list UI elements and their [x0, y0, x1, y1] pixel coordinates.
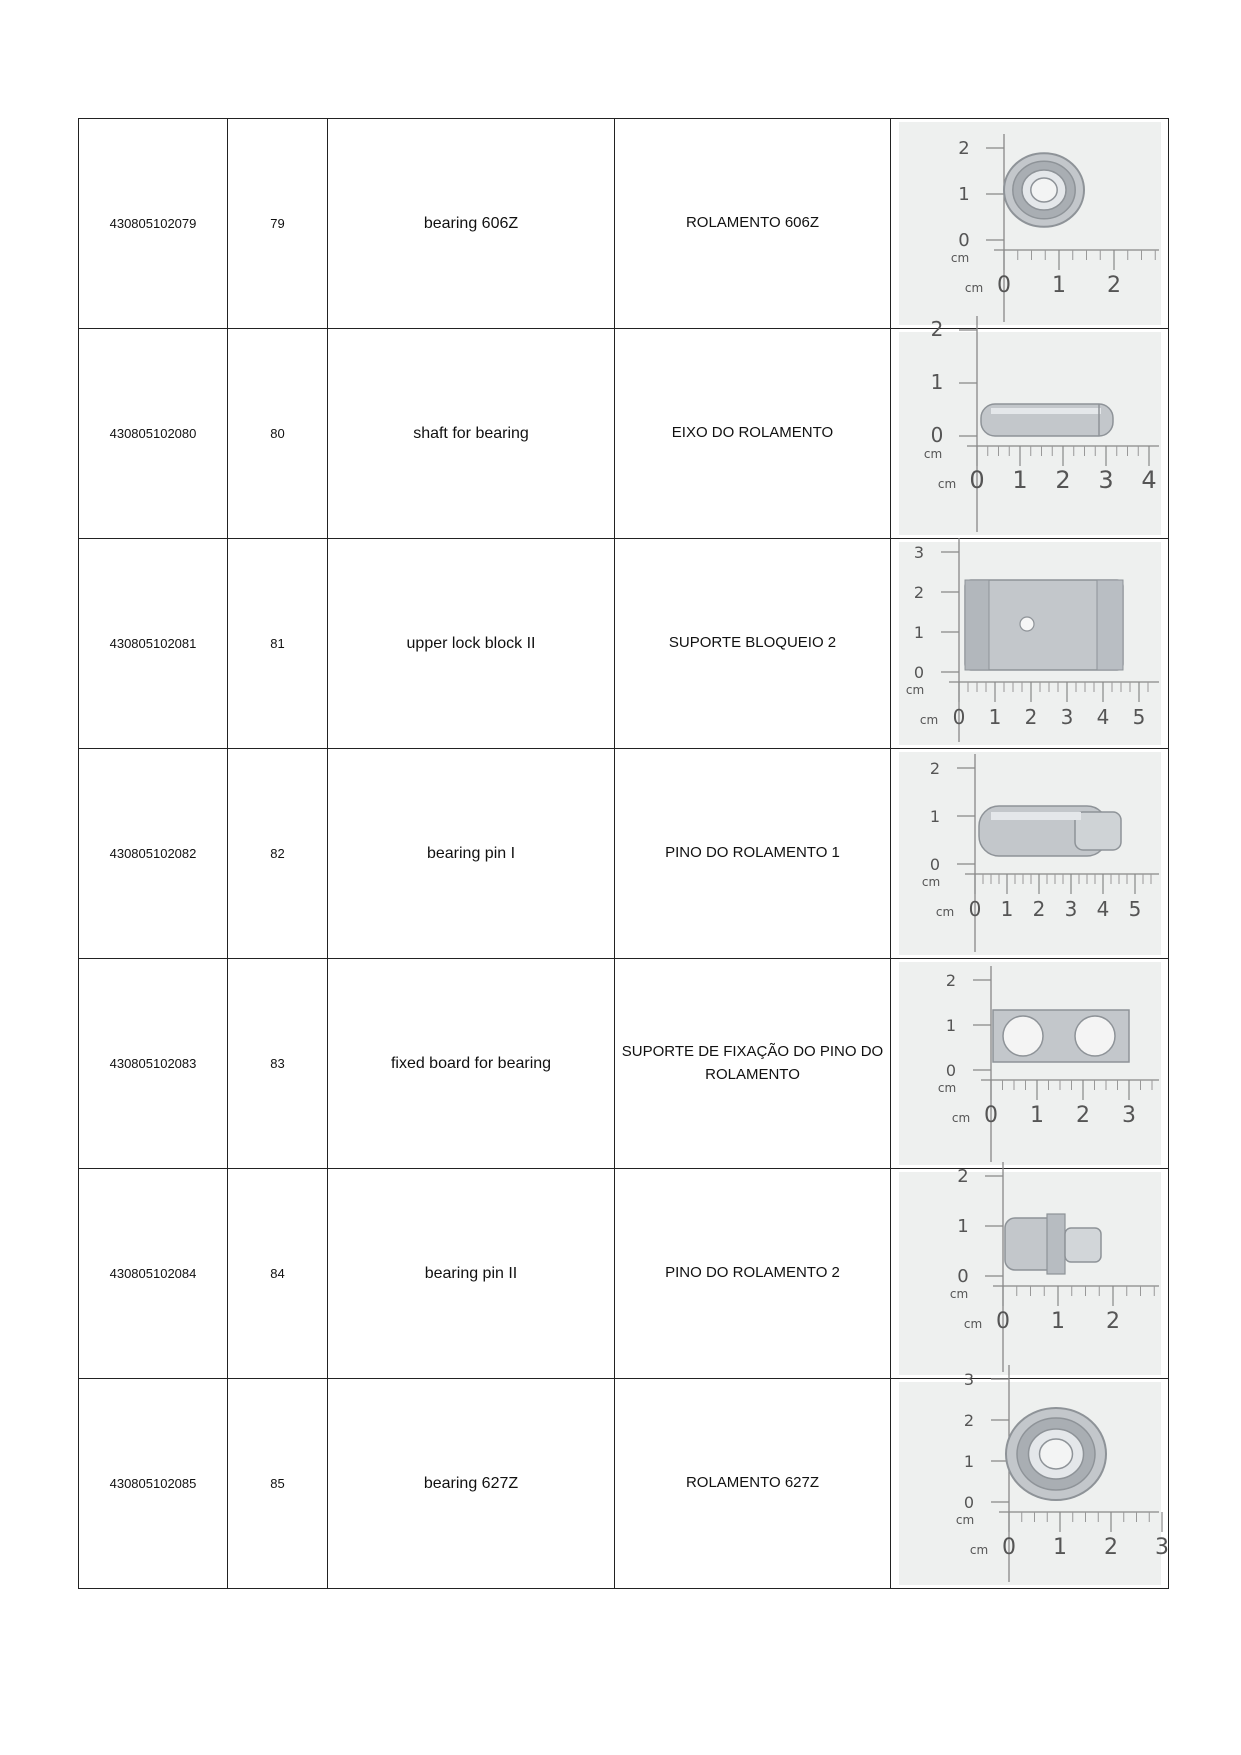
- ruler-y-label: 0: [945, 1061, 956, 1080]
- ruler-x-label: 5: [1132, 705, 1145, 729]
- table-row: [79, 539, 1169, 749]
- ruler-y-label: 1: [963, 1452, 974, 1471]
- table-row: [79, 749, 1169, 959]
- ruler-x-unit: cm: [937, 477, 956, 491]
- part-position: 83: [228, 959, 328, 1169]
- ruler-y-label: 2: [913, 583, 924, 602]
- part-code: 430805102085: [79, 1379, 228, 1589]
- ruler-y-unit: cm: [937, 1081, 956, 1095]
- parts-table: [78, 118, 1169, 1589]
- ruler-x-label: 2: [1024, 705, 1037, 729]
- part-position: 84: [228, 1169, 328, 1379]
- part-photo-cell: [891, 317, 1169, 539]
- ruler-x-label: 0: [996, 273, 1011, 298]
- pin-end: [1075, 812, 1121, 850]
- ruler-x-label: 1: [1029, 1103, 1044, 1128]
- ruler-x-unit: cm: [935, 905, 954, 919]
- board-hole-left: [1003, 1016, 1043, 1056]
- part-name-portuguese: ROLAMENTO 606Z: [615, 119, 891, 329]
- part-name-portuguese: PINO DO ROLAMENTO 2: [615, 1169, 891, 1379]
- part-illustration: [1004, 153, 1084, 227]
- ruler-y-label: 2: [963, 1411, 974, 1430]
- part-position: 85: [228, 1379, 328, 1589]
- ruler-y-unit: cm: [950, 251, 969, 265]
- ruler-y-label: 1: [957, 184, 970, 205]
- part-photo: [899, 542, 1161, 745]
- block-right-face: [1097, 580, 1123, 670]
- part-photo: [899, 1166, 1161, 1375]
- pin-highlight: [991, 812, 1081, 820]
- ruler-x-unit: cm: [969, 1543, 988, 1557]
- part-name-english: upper lock block II: [328, 539, 615, 749]
- table-row: [79, 329, 1169, 539]
- ruler-y-label: 2: [945, 971, 956, 990]
- part-illustration: [965, 580, 1123, 670]
- ruler-x-label: 0: [983, 1103, 998, 1128]
- part-name-portuguese: ROLAMENTO 627Z: [615, 1379, 891, 1589]
- ruler-x-label: 5: [1128, 897, 1141, 921]
- part-photo: [899, 962, 1161, 1165]
- part-photo-cell: [891, 959, 1169, 1169]
- part-name-english: fixed board for bearing: [328, 959, 615, 1169]
- ruler-x-label: 0: [1001, 1535, 1016, 1560]
- ruler-x-label: 1: [988, 705, 1001, 729]
- part-position: 82: [228, 749, 328, 959]
- part-code: 430805102083: [79, 959, 228, 1169]
- table-row: [79, 119, 1169, 329]
- ruler-x-label: 2: [1032, 897, 1045, 921]
- part-photo-cell: [891, 749, 1169, 959]
- ruler-x-unit: cm: [951, 1111, 970, 1125]
- ruler-x-label: 4: [1096, 705, 1109, 729]
- ruler-x-label: 2: [1075, 1103, 1090, 1128]
- ruler-y-label: 3: [963, 1370, 974, 1389]
- ruler-y-label: 3: [913, 543, 924, 562]
- ruler-y-label: 2: [956, 1166, 969, 1187]
- ruler-y-label: 0: [956, 1266, 969, 1287]
- ruler-x-label: 1: [1011, 466, 1028, 494]
- parts-table-body: [79, 119, 1169, 1589]
- part-name-portuguese: SUPORTE BLOQUEIO 2: [615, 539, 891, 749]
- part-name-english: bearing 606Z: [328, 119, 615, 329]
- ruler-x-label: 2: [1106, 273, 1121, 298]
- ruler-y-label: 0: [929, 855, 940, 874]
- part-code: 430805102082: [79, 749, 228, 959]
- part-photo: [899, 317, 1161, 535]
- part-photo: [899, 122, 1161, 325]
- ruler-x-label: 1: [1050, 1309, 1065, 1334]
- part-illustration: [979, 806, 1121, 856]
- table-row: [79, 1379, 1169, 1589]
- ruler-x-label: 1: [1051, 273, 1066, 298]
- part-photo-cell: [891, 119, 1169, 329]
- ruler-y-label: 1: [945, 1016, 956, 1035]
- part-name-english: bearing 627Z: [328, 1379, 615, 1589]
- part-name-english: shaft for bearing: [328, 329, 615, 539]
- part-photo-cell: [891, 539, 1169, 749]
- pin-small-section: [1065, 1228, 1101, 1262]
- ruler-x-label: 3: [1097, 466, 1114, 494]
- part-position: 80: [228, 329, 328, 539]
- ruler-y-unit: cm: [923, 447, 942, 461]
- part-code: 430805102084: [79, 1169, 228, 1379]
- ruler-x-label: 4: [1140, 466, 1157, 494]
- ruler-x-label: 0: [968, 897, 981, 921]
- ruler-x-label: 2: [1054, 466, 1071, 494]
- ruler-x-label: 3: [1121, 1103, 1136, 1128]
- board-hole-right: [1075, 1016, 1115, 1056]
- part-position: 81: [228, 539, 328, 749]
- ruler-y-label: 0: [963, 1493, 974, 1512]
- part-code: 430805102081: [79, 539, 228, 749]
- part-name-english: bearing pin I: [328, 749, 615, 959]
- ruler-y-unit: cm: [955, 1513, 974, 1527]
- ruler-x-label: 4: [1096, 897, 1109, 921]
- part-name-portuguese: PINO DO ROLAMENTO 1: [615, 749, 891, 959]
- ruler-x-label: 3: [1060, 705, 1073, 729]
- part-illustration: [1006, 1408, 1106, 1500]
- block-left-face: [965, 580, 989, 670]
- table-row: [79, 1169, 1169, 1379]
- block-hole: [1020, 617, 1034, 631]
- part-name-portuguese: EIXO DO ROLAMENTO: [615, 329, 891, 539]
- photo-background: [899, 962, 1161, 1165]
- ruler-x-label: 2: [1103, 1535, 1118, 1560]
- ruler-x-label: 0: [968, 466, 985, 494]
- ruler-y-label: 2: [957, 138, 970, 159]
- ruler-y-label: 1: [930, 370, 943, 394]
- part-name-english: bearing pin II: [328, 1169, 615, 1379]
- part-photo-cell: [891, 1166, 1169, 1379]
- part-position: 79: [228, 119, 328, 329]
- ruler-y-label: 1: [929, 807, 940, 826]
- part-photo: [899, 1370, 1169, 1585]
- ruler-x-label: 3: [1154, 1535, 1169, 1560]
- shaft-highlight: [991, 408, 1101, 414]
- ruler-y-label: 2: [930, 317, 943, 341]
- table-row: [79, 959, 1169, 1169]
- part-code: 430805102079: [79, 119, 228, 329]
- ruler-y-unit: cm: [921, 875, 940, 889]
- ruler-y-label: 1: [913, 623, 924, 642]
- ruler-x-label: 2: [1105, 1309, 1120, 1334]
- part-code: 430805102080: [79, 329, 228, 539]
- pin-collar: [1047, 1214, 1065, 1274]
- ruler-x-label: 0: [952, 705, 965, 729]
- part-name-portuguese: SUPORTE DE FIXAÇÃO DO PINO DO ROLAMENTO: [615, 959, 891, 1169]
- part-photo-cell: [891, 1370, 1169, 1589]
- part-illustration: [993, 1010, 1129, 1062]
- ruler-x-unit: cm: [964, 281, 983, 295]
- ruler-y-label: 0: [930, 423, 943, 447]
- photo-background: [899, 1172, 1161, 1375]
- ruler-x-label: 0: [995, 1309, 1010, 1334]
- ruler-x-unit: cm: [919, 713, 938, 727]
- part-photo: [899, 752, 1161, 955]
- ruler-x-unit: cm: [963, 1317, 982, 1331]
- bearing-bore: [1039, 1439, 1072, 1469]
- ruler-y-unit: cm: [905, 683, 924, 697]
- ruler-x-label: 3: [1064, 897, 1077, 921]
- ruler-y-label: 0: [957, 230, 970, 251]
- ruler-y-unit: cm: [949, 1287, 968, 1301]
- ruler-y-label: 1: [956, 1216, 969, 1237]
- ruler-y-label: 2: [929, 759, 940, 778]
- part-illustration: [981, 404, 1113, 436]
- ruler-x-label: 1: [1000, 897, 1013, 921]
- ruler-y-label: 0: [913, 663, 924, 682]
- bearing-bore: [1030, 178, 1056, 202]
- ruler-x-label: 1: [1052, 1535, 1067, 1560]
